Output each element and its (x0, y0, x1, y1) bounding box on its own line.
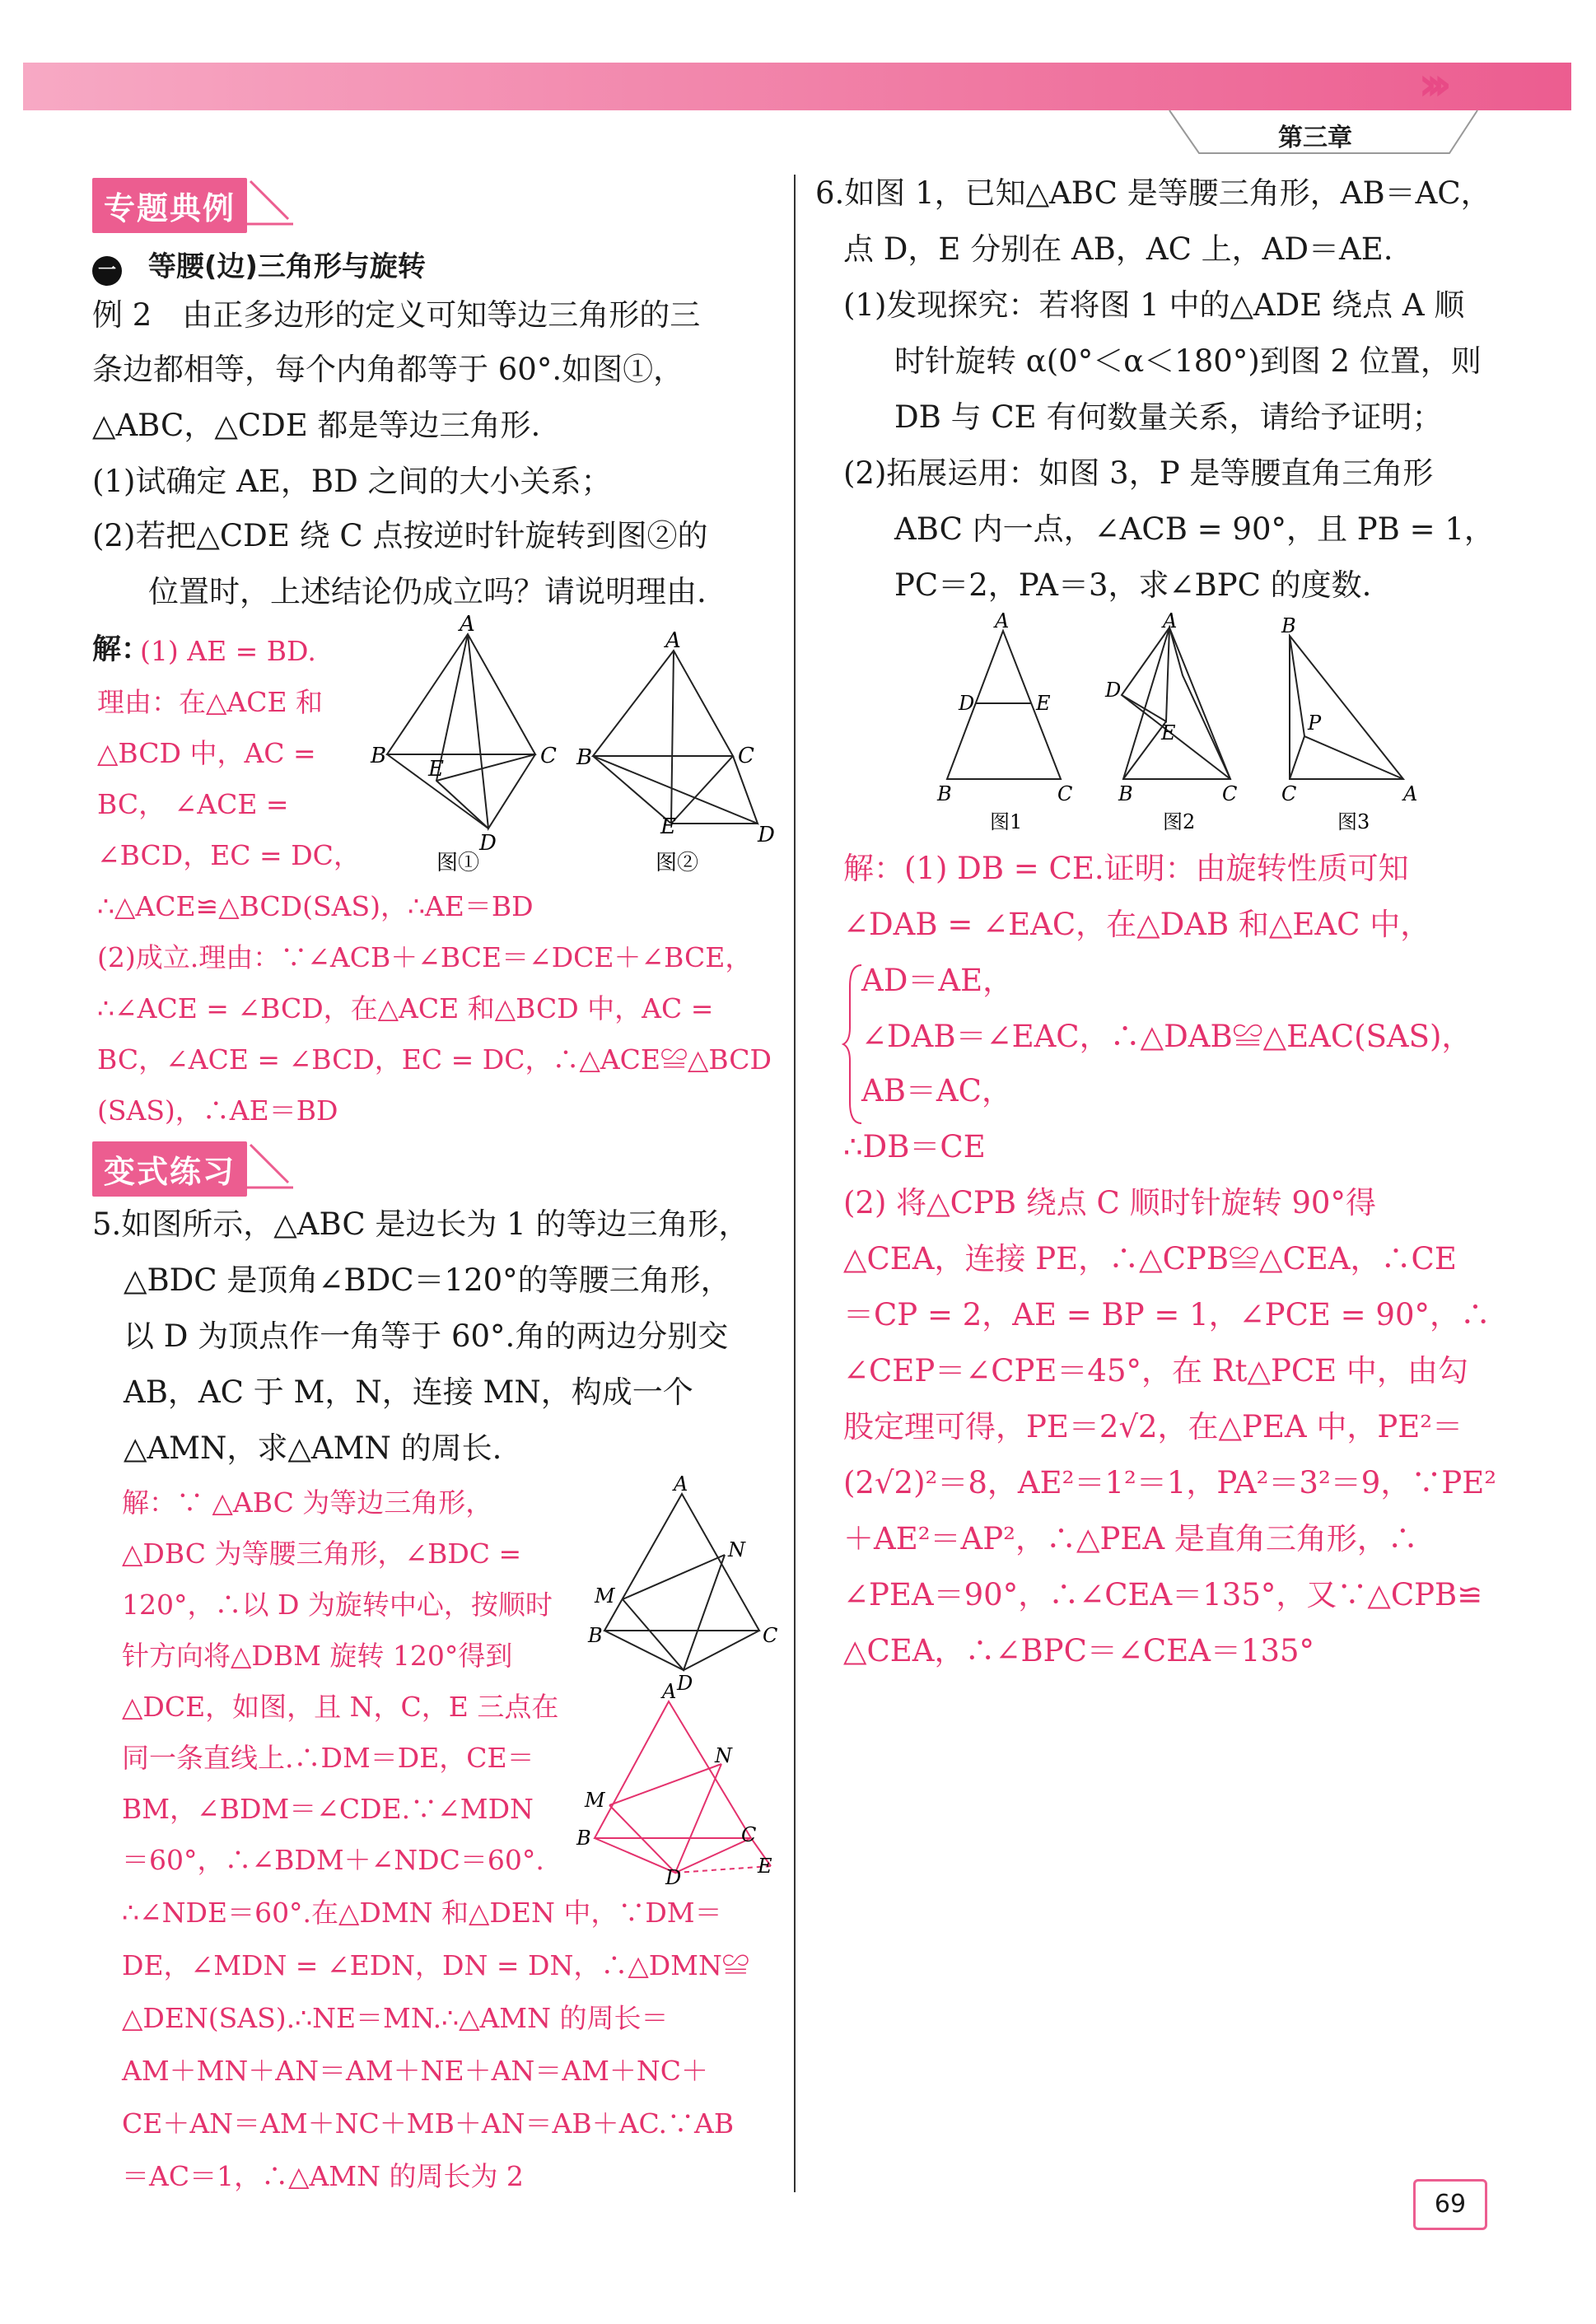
topic-bullet: 一 (92, 256, 122, 286)
q5-ans-1: △DBC 为等腰三角形，∠BDC = (122, 1538, 522, 1570)
q6-line-2: (1)发现探究：若将图 1 中的△ADE 绕点 A 顺 (843, 287, 1465, 323)
q6-ans-6: (2) 将△CPB 绕点 C 顺时针旋转 90°得 (843, 1185, 1376, 1220)
ex2-ans-1: 理由：在△ACE 和 (97, 686, 324, 718)
ex2-figures (371, 612, 815, 875)
ex2-ans-2: △BCD 中，AC = (97, 737, 316, 769)
q5-ans-9: DE，∠MDN = ∠EDN，DN = DN，∴△DMN≌ (122, 1949, 749, 1981)
q6-line-7: PC＝2，PA＝3，求∠BPC 的度数. (894, 567, 1372, 603)
fig1-caption: 图① (436, 851, 480, 875)
label-D: D (758, 823, 775, 847)
q5-ans-10: △DEN(SAS).∴NE＝MN.∴△AMN 的周长＝ (122, 2002, 669, 2034)
q6-ans-1: ∠DAB = ∠EAC，在△DAB 和△EAC 中， (843, 907, 1431, 942)
label-P: P (1308, 712, 1322, 735)
label-B: B (1281, 614, 1296, 637)
q6-ans-12: ＋AE²＝AP²，∴△PEA 是直角三角形，∴ (843, 1521, 1418, 1556)
ex2-ans-0: (1) AE = BD. (140, 635, 316, 667)
topic-heading (92, 244, 426, 286)
label-B: B (588, 1624, 603, 1647)
q5-ans-12: CE＋AN＝AM＋NC＋MB＋AN＝AB＋AC.∵AB (122, 2107, 735, 2140)
q5-ans-8: ∴∠NDE＝60°.在△DMN 和△DEN 中，∵DM＝ (122, 1897, 722, 1929)
q6-ans-10: 股定理可得，PE＝2√2，在△PEA 中，PE²＝ (843, 1409, 1463, 1444)
ex2-line-4: (2)若把△CDE 绕 C 点按逆时针旋转到图②的 (92, 518, 708, 553)
label-A: A (662, 1680, 677, 1703)
page-number: 69 (1413, 2179, 1487, 2230)
label-B: B (937, 782, 952, 805)
q6-ans-11: (2√2)²＝8，AE²＝1²＝1，PA²＝3²＝9，∵PE² (843, 1465, 1497, 1500)
q6-ans-7: △CEA，连接 PE，∴△CPB≌△CEA，∴CE (843, 1241, 1457, 1276)
ex2-line-0: 例 2 由正多边形的定义可知等边三角形的三 (92, 297, 701, 333)
ex2-ans-3: BC， ∠ACE = (97, 788, 289, 820)
section-tab-example: 专题典例 (92, 178, 247, 233)
label-B: B (1118, 782, 1133, 805)
q5-ans-4: △DCE，如图，且 N，C，E 三点在 (122, 1691, 559, 1723)
label-A: A (665, 628, 681, 653)
label-D: D (959, 692, 975, 715)
q5-line-2: 以 D 为顶点作一角等于 60°.角的两边分别交 (124, 1318, 729, 1354)
fig3-caption: 图3 (1337, 810, 1370, 833)
ex2-line-2: △ABC，△CDE 都是等边三角形. (92, 408, 541, 443)
label-C: C (741, 1823, 757, 1846)
q6-figures (922, 609, 1433, 835)
label-A: A (674, 1472, 688, 1496)
q5-figures (576, 1472, 782, 1889)
q6-ans-8: ＝CP = 2，AE = BP = 1，∠PCE = 90°，∴ (843, 1297, 1491, 1332)
q6-ans-3: ∠DAB＝∠EAC，∴△DAB≌△EAC(SAS)， (861, 1019, 1472, 1054)
section-tab-practice: 变式练习 (92, 1141, 247, 1197)
label-C: C (738, 744, 754, 768)
label-E: E (758, 1855, 772, 1878)
label-A: A (460, 612, 475, 637)
label-N: N (728, 1538, 745, 1561)
q6-ans-9: ∠CEP＝∠CPE＝45°，在 Rt△PCE 中，由勾 (843, 1353, 1468, 1388)
q6-ans-0: 解：(1) DB = CE.证明：由旋转性质可知 (843, 851, 1409, 886)
label-C: C (1057, 782, 1073, 805)
label-A: A (1163, 609, 1178, 632)
label-D: D (1105, 679, 1122, 702)
label-N: N (715, 1744, 732, 1767)
q6-line-1: 点 D，E 分别在 AB，AC 上，AD＝AE. (843, 231, 1393, 267)
ex2-line-5: 位置时，上述结论仍成立吗？请说明理由. (148, 574, 707, 609)
q5-line-0: 5.如图所示，△ABC 是边长为 1 的等边三角形， (92, 1206, 749, 1242)
q6-line-4: DB 与 CE 有何数量关系，请给予证明； (894, 399, 1443, 435)
ex2-ans-4: ∠BCD，EC = DC， (97, 839, 361, 871)
ex2-ans-7: ∴∠ACE = ∠BCD，在△ACE 和△BCD 中，AC = (97, 992, 714, 1024)
label-C: C (540, 744, 557, 768)
label-B: B (576, 745, 593, 770)
label-M: M (585, 1789, 605, 1812)
ex2-line-3: (1)试确定 AE，BD 之间的大小关系； (92, 464, 612, 499)
q6-line-3: 时针旋转 α(0°＜α＜180°)到图 2 位置，则 (894, 343, 1482, 379)
tab-slash-decoration (247, 178, 296, 227)
q5-line-3: AB，AC 于 M，N，连接 MN，构成一个 (124, 1374, 693, 1410)
column-divider (794, 175, 796, 2192)
q5-ans-6: BM，∠BDM＝∠CDE.∵∠MDN (122, 1793, 534, 1825)
q5-ans-11: AM＋MN＋AN＝AM＋NE＋AN＝AM＋NC＋ (122, 2055, 709, 2087)
label-C: C (1281, 782, 1297, 805)
label-E: E (1161, 721, 1176, 744)
chapter-tab-outline (1169, 110, 1581, 160)
q5-ans-0: 解：∵ △ABC 为等边三角形， (122, 1486, 493, 1519)
q5-ans-7: ＝60°，∴∠BDM＋∠NDC＝60°. (122, 1844, 544, 1876)
q5-line-4: △AMN，求△AMN 的周长. (124, 1430, 502, 1466)
label-A: A (1403, 782, 1418, 805)
q6-line-5: (2)拓展运用：如图 3，P 是等腰直角三角形 (843, 455, 1434, 491)
chevron-arrows-icon: ››› (1418, 58, 1441, 111)
ex2-answer-label: 解： (92, 633, 151, 666)
q6-line-6: ABC 内一点，∠ACB = 90°，且 PB = 1， (894, 511, 1495, 547)
q6-line-0: 6.如图 1，已知△ABC 是等腰三角形，AB＝AC， (815, 175, 1491, 211)
label-C: C (763, 1624, 778, 1647)
label-B: B (576, 1827, 591, 1850)
q5-ans-13: ＝AC＝1，∴△AMN 的周长为 2 (122, 2160, 524, 2192)
ex2-ans-6: (2)成立.理由：∵∠ACB＋∠BCE＝∠DCE＋∠BCE， (97, 941, 753, 973)
label-A: A (995, 609, 1010, 632)
q5-ans-5: 同一条直线上.∴DM＝DE，CE＝ (122, 1742, 534, 1774)
label-C: C (1222, 782, 1238, 805)
label-M: M (595, 1584, 615, 1608)
ex2-line-1: 条边都相等，每个内角都等于 60°.如图①， (92, 352, 684, 387)
label-D: D (665, 1866, 682, 1889)
q6-ans-4: AB＝AC， (861, 1073, 1012, 1108)
chapter-title: 第三章 (1278, 124, 1352, 152)
label-D: D (677, 1672, 693, 1695)
ex2-ans-9: (SAS)，∴AE＝BD (97, 1094, 338, 1127)
q5-ans-2: 120°，∴以 D 为旋转中心，按顺时 (122, 1589, 553, 1621)
q5-line-1: △BDC 是顶角∠BDC＝120°的等腰三角形， (124, 1262, 731, 1298)
ex2-ans-5: ∴△ACE≌△BCD(SAS)，∴AE＝BD (97, 890, 534, 922)
label-E: E (660, 814, 676, 839)
q6-ans-14: △CEA，∴∠BPC＝∠CEA＝135° (843, 1633, 1315, 1668)
label-E: E (428, 757, 444, 782)
topic-title: 等腰(边)三角形与旋转 (147, 250, 426, 283)
q6-ans-2: AD＝AE， (861, 963, 1014, 998)
header-band (23, 63, 1571, 110)
q5-ans-3: 针方向将△DBM 旋转 120°得到 (122, 1640, 513, 1672)
q6-ans-13: ∠PEA＝90°，∴∠CEA＝135°，又∵△CPB≌ (843, 1577, 1483, 1612)
label-E: E (1036, 692, 1051, 715)
ex2-ans-8: BC，∠ACE = ∠BCD，EC = DC，∴△ACE≌△BCD (97, 1043, 772, 1076)
fig1-caption: 图1 (990, 810, 1023, 833)
fig2-caption: 图② (656, 851, 699, 875)
label-B: B (371, 744, 387, 768)
q6-ans-5: ∴DB＝CE (843, 1129, 986, 1164)
tab-slash-decoration (247, 1141, 296, 1191)
label-D: D (479, 831, 497, 856)
fig2-caption: 图2 (1163, 810, 1196, 833)
